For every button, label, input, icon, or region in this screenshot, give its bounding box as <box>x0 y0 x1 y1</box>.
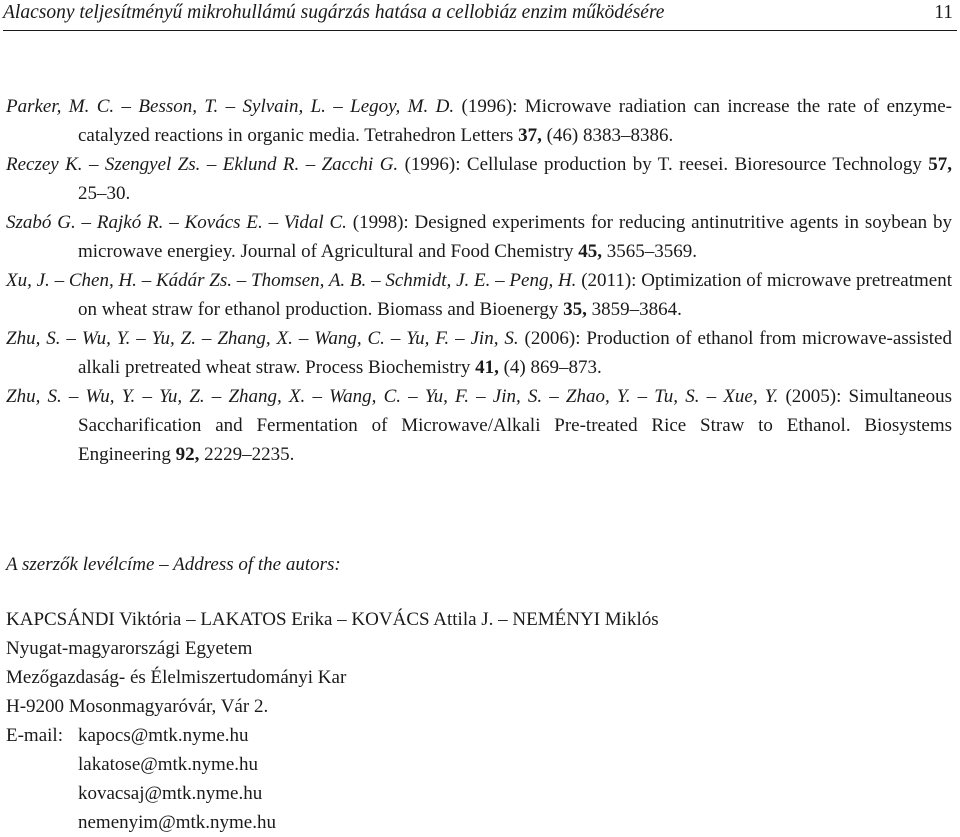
running-title: Alacsony teljesítményű mikrohullámú sugárzás hatása a cellobiáz enzim működésére <box>3 2 665 23</box>
reference-authors: Zhu, S. – Wu, Y. – Yu, Z. – Zhang, X. – Wang, C. – Yu, F. – Jin, S. – Zhao, Y. – Tu, S. – Xue, Y. <box>6 386 779 407</box>
email-link[interactable]: nemenyim@mtk.nyme.hu <box>78 812 276 833</box>
address-faculty: Mezőgazdaság- és Élelmiszertudományi Kar <box>6 667 347 688</box>
reference-pages: (46) 8383–8386. <box>541 125 674 146</box>
reference-details: (1998): Designed experiments for reducing antinutritive agents in soybean by microwave energiey. Journal of Agricultural and Food Chemistry <box>78 212 952 262</box>
reference-item <box>6 150 952 208</box>
reference-item <box>6 324 952 382</box>
address-heading: A szerzők levélcíme – Address of the autors: <box>6 554 341 575</box>
running-header <box>3 0 957 31</box>
reference-item <box>6 266 952 324</box>
address-street: H-9200 Mosonmagyaróvár, Vár 2. <box>6 696 269 717</box>
reference-details: (2011): Optimization of microwave pretreatment on wheat straw for ethanol production. Biomass and Bioenergy <box>78 270 952 320</box>
reference-item <box>6 92 952 150</box>
reference-details: (2006): Production of ethanol from microwave-assisted alkali pretreated wheat straw. Process Biochemistry <box>78 328 952 378</box>
email-link[interactable]: lakatose@mtk.nyme.hu <box>78 754 259 775</box>
reference-pages: 25–30. <box>78 183 131 204</box>
reference-pages: (4) 869–873. <box>498 357 602 378</box>
email-label: E-mail: <box>6 725 63 746</box>
reference-list <box>6 92 952 469</box>
address-authors: KAPCSÁNDI Viktória – LAKATOS Erika – KOVÁCS Attila J. – NEMÉNYI Miklós <box>6 609 659 630</box>
reference-item <box>6 208 952 266</box>
reference-authors: Szabó G. – Rajkó R. – Kovács E. – Vidal C. <box>6 212 347 233</box>
reference-authors: Zhu, S. – Wu, Y. – Yu, Z. – Zhang, X. – Wang, C. – Yu, F. – Jin, S. <box>6 328 519 349</box>
email-row <box>6 808 906 837</box>
reference-pages: 3565–3569. <box>601 241 697 262</box>
reference-item <box>6 382 952 469</box>
reference-pages: 2229–2235. <box>199 444 295 465</box>
reference-volume: 41, <box>475 357 499 378</box>
email-link[interactable]: kovacsaj@mtk.nyme.hu <box>78 783 263 804</box>
reference-details: (1996): Microwave radiation can increase the rate of enzyme-catalyzed reactions in organic media. Tetrahedron Letters <box>78 96 953 146</box>
address-institution: Nyugat-magyarországi Egyetem <box>6 638 253 659</box>
reference-pages: 3859–3864. <box>586 299 682 320</box>
reference-details: (2005): Simultaneous Saccharification and Fermentation of Microwave/Alkali Pre-treated Rice Straw to Ethanol. Biosystems Engineering <box>78 386 952 465</box>
page-number: 11 <box>934 2 953 23</box>
email-row <box>6 779 906 808</box>
reference-authors: Reczey K. – Szengyel Zs. – Eklund R. – Zacchi G. <box>6 154 399 175</box>
reference-volume: 45, <box>578 241 602 262</box>
reference-authors: Xu, J. – Chen, H. – Kádár Zs. – Thomsen, A. B. – Schmidt, J. E. – Peng, H. <box>6 270 577 291</box>
reference-authors: Parker, M. C. – Besson, T. – Sylvain, L. – Legoy, M. D. <box>6 96 455 117</box>
reference-volume: 37, <box>518 125 542 146</box>
reference-volume: 35, <box>563 299 587 320</box>
reference-volume: 57, <box>928 154 952 175</box>
email-row <box>6 721 906 750</box>
author-address <box>6 605 906 837</box>
reference-details: (1996): Cellulase production by T. reesei. Bioresource Technology <box>398 154 929 175</box>
email-link[interactable]: kapocs@mtk.nyme.hu <box>78 725 249 746</box>
email-row <box>6 750 906 779</box>
reference-volume: 92, <box>175 444 200 465</box>
